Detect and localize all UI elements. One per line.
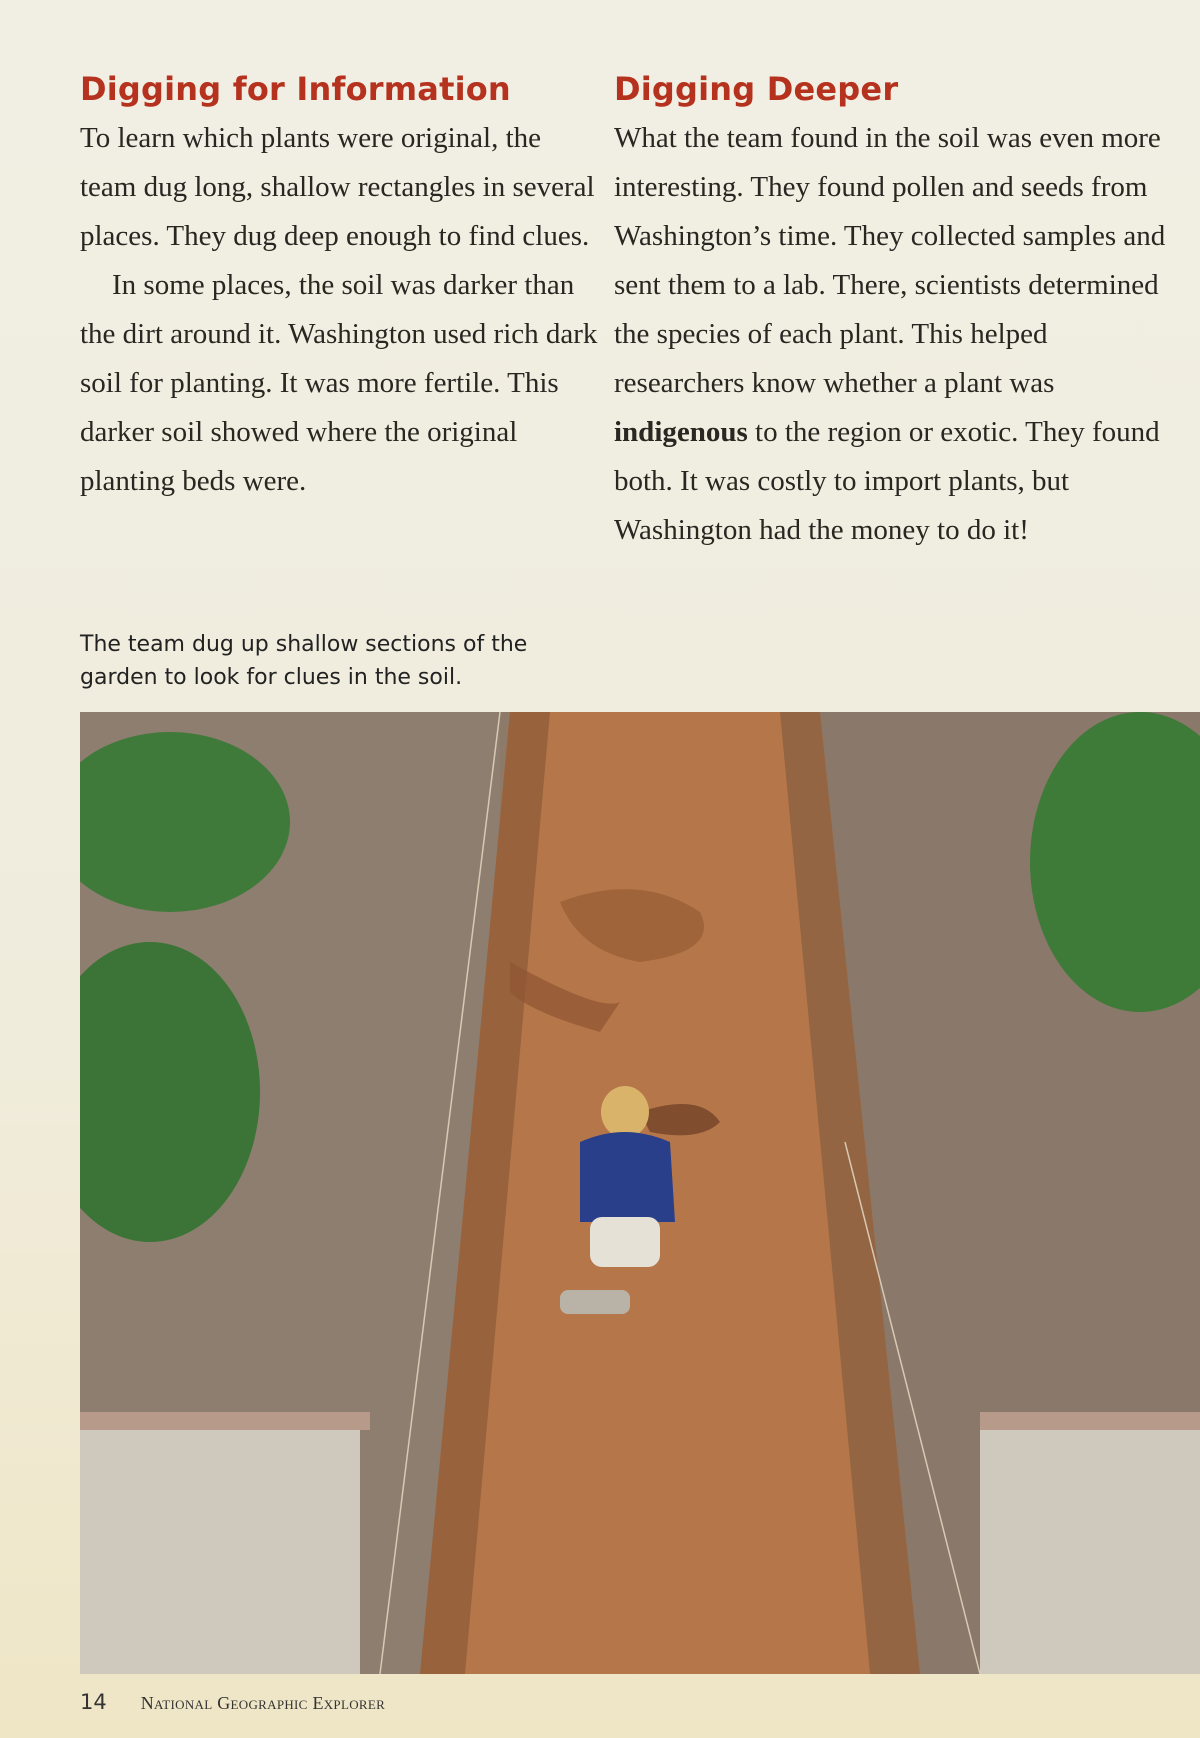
page-number: 14 (80, 1690, 107, 1714)
column-digging-for-information (80, 70, 600, 506)
section-heading: Digging for Information (80, 70, 511, 108)
paragraph-text: to the region or exotic. They found both. It was costly to import plants, but Washington had the money to do it! (614, 416, 1160, 546)
paragraph (614, 114, 1174, 555)
paragraph: In some places, the soil was darker than the dirt around it. Washington used rich dark soil for planting. It was more fertile. This darker soil showed where the original planting beds were. (80, 269, 598, 497)
excavation-illustration (80, 712, 1200, 1674)
excavation-photo (80, 712, 1200, 1674)
page-footer (80, 1690, 385, 1714)
paragraph-text: What the team found in the soil was even more interesting. They found pollen and seeds from Washington’s time. They collected samples and sent them to a lab. There, scientists determined the species of each plant. This helped researchers know whether a plant was (614, 122, 1166, 399)
vocabulary-term: indigenous (614, 416, 748, 448)
column-digging-deeper (614, 70, 1174, 555)
section-heading: Digging Deeper (614, 70, 899, 108)
magazine-name: National Geographic Explorer (140, 1693, 386, 1713)
paragraph: To learn which plants were original, the team dug long, shallow rectangles in several places. They dug deep enough to find clues. (80, 122, 595, 252)
photo-caption: The team dug up shallow sections of the garden to look for clues in the soil. (80, 632, 528, 690)
